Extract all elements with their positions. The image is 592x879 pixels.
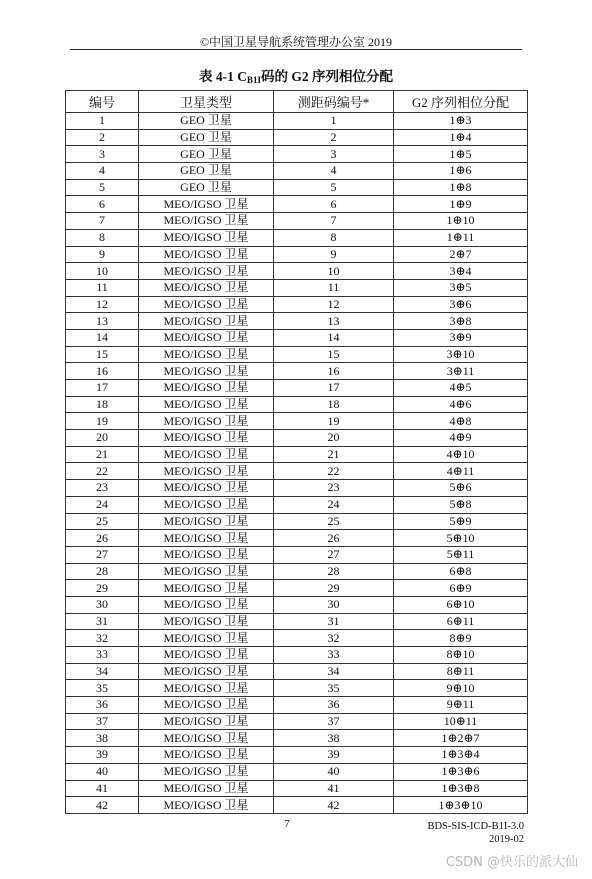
cell-g2-phase: 3⊕9 [394, 329, 528, 346]
cell-satellite-type: MEO/IGSO 卫星 [139, 229, 274, 246]
cell-number: 10 [66, 263, 139, 280]
cell-number: 15 [66, 346, 139, 363]
header-number: 编号 [66, 91, 139, 113]
cell-g2-phase: 4⊕10 [394, 446, 528, 463]
cell-g2-phase: 5⊕9 [394, 513, 528, 530]
cell-satellite-type: MEO/IGSO 卫星 [139, 346, 274, 363]
cell-ranging-code: 5 [274, 179, 394, 196]
cell-number: 29 [66, 580, 139, 597]
cell-ranging-code: 39 [274, 747, 394, 764]
cell-satellite-type: MEO/IGSO 卫星 [139, 246, 274, 263]
page-header: ©中国卫星导航系统管理办公室 2019 [199, 35, 393, 49]
cell-satellite-type: MEO/IGSO 卫星 [139, 580, 274, 597]
cell-ranging-code: 33 [274, 647, 394, 664]
cell-satellite-type: GEO 卫星 [139, 129, 274, 146]
table-row [66, 446, 528, 463]
cell-number: 9 [66, 246, 139, 263]
cell-g2-phase: 8⊕9 [394, 630, 528, 647]
cell-number: 30 [66, 596, 139, 613]
cell-satellite-type: MEO/IGSO 卫星 [139, 563, 274, 580]
cell-number: 4 [66, 163, 139, 180]
cell-g2-phase: 1⊕6 [394, 163, 528, 180]
cell-g2-phase: 5⊕10 [394, 530, 528, 547]
cell-g2-phase: 1⊕4 [394, 129, 528, 146]
cell-ranging-code: 14 [274, 329, 394, 346]
cell-ranging-code: 30 [274, 596, 394, 613]
cell-satellite-type: GEO 卫星 [139, 113, 274, 130]
cell-number: 13 [66, 313, 139, 330]
cell-ranging-code: 10 [274, 263, 394, 280]
cell-ranging-code: 29 [274, 580, 394, 597]
cell-g2-phase: 3⊕8 [394, 313, 528, 330]
cell-g2-phase: 5⊕6 [394, 480, 528, 497]
cell-ranging-code: 34 [274, 663, 394, 680]
caption-prefix: 表 4-1 C [198, 69, 247, 84]
cell-ranging-code: 31 [274, 613, 394, 630]
cell-number: 23 [66, 480, 139, 497]
cell-number: 12 [66, 296, 139, 313]
cell-g2-phase: 1⊕3⊕6 [394, 763, 528, 780]
doc-date: 2019-02 [489, 834, 524, 845]
cell-ranging-code: 20 [274, 430, 394, 447]
cell-number: 32 [66, 630, 139, 647]
cell-g2-phase: 1⊕3⊕10 [394, 797, 528, 814]
table-row [66, 730, 528, 747]
cell-satellite-type: MEO/IGSO 卫星 [139, 313, 274, 330]
cell-number: 34 [66, 663, 139, 680]
cell-number: 26 [66, 530, 139, 547]
cell-g2-phase: 3⊕4 [394, 263, 528, 280]
table-row [66, 296, 528, 313]
cell-ranging-code: 27 [274, 546, 394, 563]
cell-g2-phase: 4⊕11 [394, 463, 528, 480]
table-row [66, 430, 528, 447]
cell-ranging-code: 42 [274, 797, 394, 814]
cell-satellite-type: MEO/IGSO 卫星 [139, 530, 274, 547]
cell-g2-phase: 4⊕8 [394, 413, 528, 430]
cell-ranging-code: 41 [274, 780, 394, 797]
cell-ranging-code: 6 [274, 196, 394, 213]
cell-number: 3 [66, 146, 139, 163]
table-row [66, 680, 528, 697]
cell-satellite-type: MEO/IGSO 卫星 [139, 296, 274, 313]
table-row [66, 179, 528, 196]
table-row [66, 747, 528, 764]
cell-number: 28 [66, 563, 139, 580]
cell-number: 20 [66, 430, 139, 447]
cell-satellite-type: MEO/IGSO 卫星 [139, 647, 274, 664]
cell-g2-phase: 4⊕5 [394, 380, 528, 397]
caption-subscript: B1I [246, 75, 261, 85]
cell-satellite-type: MEO/IGSO 卫星 [139, 363, 274, 380]
cell-g2-phase: 3⊕6 [394, 296, 528, 313]
cell-satellite-type: MEO/IGSO 卫星 [139, 396, 274, 413]
cell-ranging-code: 12 [274, 296, 394, 313]
cell-ranging-code: 38 [274, 730, 394, 747]
table-row [66, 496, 528, 513]
cell-number: 8 [66, 229, 139, 246]
table-row [66, 630, 528, 647]
cell-satellite-type: MEO/IGSO 卫星 [139, 463, 274, 480]
cell-ranging-code: 19 [274, 413, 394, 430]
table-row [66, 546, 528, 563]
cell-satellite-type: MEO/IGSO 卫星 [139, 329, 274, 346]
caption-suffix: 码的 G2 序列相位分配 [261, 69, 394, 84]
header-ranging-code: 测距码编号* [274, 91, 394, 113]
cell-number: 33 [66, 647, 139, 664]
cell-number: 38 [66, 730, 139, 747]
cell-satellite-type: MEO/IGSO 卫星 [139, 663, 274, 680]
cell-satellite-type: MEO/IGSO 卫星 [139, 747, 274, 764]
cell-satellite-type: MEO/IGSO 卫星 [139, 613, 274, 630]
cell-g2-phase: 3⊕10 [394, 346, 528, 363]
cell-number: 19 [66, 413, 139, 430]
cell-number: 17 [66, 380, 139, 397]
cell-ranging-code: 16 [274, 363, 394, 380]
cell-number: 40 [66, 763, 139, 780]
cell-g2-phase: 1⊕3⊕4 [394, 747, 528, 764]
cell-ranging-code: 13 [274, 313, 394, 330]
cell-ranging-code: 21 [274, 446, 394, 463]
table-row [66, 246, 528, 263]
table-row [66, 196, 528, 213]
table-row [66, 596, 528, 613]
cell-g2-phase: 6⊕11 [394, 613, 528, 630]
cell-ranging-code: 23 [274, 480, 394, 497]
table-row [66, 313, 528, 330]
watermark: CSDN @快乐的派大仙 [445, 855, 578, 870]
table-row [66, 713, 528, 730]
cell-satellite-type: MEO/IGSO 卫星 [139, 713, 274, 730]
doc-info [414, 820, 524, 846]
cell-g2-phase: 6⊕9 [394, 580, 528, 597]
cell-satellite-type: MEO/IGSO 卫星 [139, 780, 274, 797]
cell-g2-phase: 8⊕11 [394, 663, 528, 680]
header-satellite-type: 卫星类型 [139, 91, 274, 113]
cell-satellite-type: GEO 卫星 [139, 146, 274, 163]
table-row [66, 163, 528, 180]
table-row [66, 346, 528, 363]
cell-satellite-type: MEO/IGSO 卫星 [139, 596, 274, 613]
cell-g2-phase: 9⊕10 [394, 680, 528, 697]
table-row [66, 463, 528, 480]
cell-number: 42 [66, 797, 139, 814]
cell-number: 1 [66, 113, 139, 130]
cell-ranging-code: 4 [274, 163, 394, 180]
cell-ranging-code: 36 [274, 697, 394, 714]
cell-g2-phase: 8⊕10 [394, 647, 528, 664]
cell-g2-phase: 1⊕10 [394, 213, 528, 230]
cell-satellite-type: MEO/IGSO 卫星 [139, 496, 274, 513]
table-row [66, 229, 528, 246]
cell-number: 6 [66, 196, 139, 213]
cell-number: 27 [66, 546, 139, 563]
cell-number: 41 [66, 780, 139, 797]
cell-satellite-type: MEO/IGSO 卫星 [139, 730, 274, 747]
cell-satellite-type: MEO/IGSO 卫星 [139, 430, 274, 447]
table-row [66, 380, 528, 397]
cell-satellite-type: MEO/IGSO 卫星 [139, 380, 274, 397]
cell-ranging-code: 37 [274, 713, 394, 730]
table-row [66, 530, 528, 547]
cell-number: 24 [66, 496, 139, 513]
cell-ranging-code: 15 [274, 346, 394, 363]
cell-satellite-type: MEO/IGSO 卫星 [139, 413, 274, 430]
cell-number: 36 [66, 697, 139, 714]
table-row [66, 146, 528, 163]
table-row [66, 663, 528, 680]
cell-g2-phase: 1⊕9 [394, 196, 528, 213]
cell-g2-phase: 10⊕11 [394, 713, 528, 730]
cell-number: 21 [66, 446, 139, 463]
cell-number: 18 [66, 396, 139, 413]
cell-satellite-type: MEO/IGSO 卫星 [139, 196, 274, 213]
cell-g2-phase: 4⊕6 [394, 396, 528, 413]
cell-satellite-type: MEO/IGSO 卫星 [139, 546, 274, 563]
cell-g2-phase: 1⊕11 [394, 229, 528, 246]
table-row [66, 129, 528, 146]
cell-ranging-code: 7 [274, 213, 394, 230]
table-row [66, 763, 528, 780]
cell-ranging-code: 25 [274, 513, 394, 530]
table-row [66, 647, 528, 664]
table-caption [0, 68, 592, 89]
cell-g2-phase: 5⊕8 [394, 496, 528, 513]
table-row [66, 113, 528, 130]
table-row [66, 613, 528, 630]
cell-number: 7 [66, 213, 139, 230]
cell-number: 11 [66, 279, 139, 296]
cell-g2-phase: 2⊕7 [394, 246, 528, 263]
page-number: 7 [284, 818, 290, 830]
header-g2-phase: G2 序列相位分配 [394, 91, 528, 113]
table-row [66, 396, 528, 413]
cell-g2-phase: 5⊕11 [394, 546, 528, 563]
table-row [66, 563, 528, 580]
cell-number: 14 [66, 329, 139, 346]
cell-number: 5 [66, 179, 139, 196]
table-row [66, 263, 528, 280]
cell-number: 2 [66, 129, 139, 146]
cell-g2-phase: 1⊕3 [394, 113, 528, 130]
cell-satellite-type: GEO 卫星 [139, 179, 274, 196]
table-row [66, 513, 528, 530]
cell-satellite-type: MEO/IGSO 卫星 [139, 763, 274, 780]
g2-phase-table [65, 90, 528, 814]
table-body [66, 113, 528, 814]
table-row [66, 363, 528, 380]
cell-number: 22 [66, 463, 139, 480]
cell-g2-phase: 1⊕5 [394, 146, 528, 163]
table-row [66, 413, 528, 430]
cell-ranging-code: 9 [274, 246, 394, 263]
table-row [66, 480, 528, 497]
cell-g2-phase: 4⊕9 [394, 430, 528, 447]
cell-g2-phase: 1⊕8 [394, 179, 528, 196]
table-row [66, 797, 528, 814]
cell-ranging-code: 35 [274, 680, 394, 697]
table-row [66, 279, 528, 296]
cell-number: 35 [66, 680, 139, 697]
cell-g2-phase: 9⊕11 [394, 697, 528, 714]
cell-number: 37 [66, 713, 139, 730]
cell-number: 25 [66, 513, 139, 530]
cell-satellite-type: MEO/IGSO 卫星 [139, 213, 274, 230]
cell-satellite-type: MEO/IGSO 卫星 [139, 263, 274, 280]
table-row [66, 780, 528, 797]
cell-ranging-code: 40 [274, 763, 394, 780]
cell-number: 31 [66, 613, 139, 630]
cell-ranging-code: 17 [274, 380, 394, 397]
cell-satellite-type: MEO/IGSO 卫星 [139, 680, 274, 697]
cell-ranging-code: 8 [274, 229, 394, 246]
cell-satellite-type: MEO/IGSO 卫星 [139, 697, 274, 714]
cell-g2-phase: 3⊕5 [394, 279, 528, 296]
cell-ranging-code: 3 [274, 146, 394, 163]
cell-number: 16 [66, 363, 139, 380]
cell-ranging-code: 2 [274, 129, 394, 146]
cell-g2-phase: 1⊕3⊕8 [394, 780, 528, 797]
cell-g2-phase: 6⊕8 [394, 563, 528, 580]
table-row [66, 697, 528, 714]
cell-satellite-type: MEO/IGSO 卫星 [139, 279, 274, 296]
table-row [66, 329, 528, 346]
cell-ranging-code: 18 [274, 396, 394, 413]
cell-satellite-type: MEO/IGSO 卫星 [139, 630, 274, 647]
cell-ranging-code: 28 [274, 563, 394, 580]
cell-ranging-code: 26 [274, 530, 394, 547]
cell-ranging-code: 1 [274, 113, 394, 130]
cell-g2-phase: 1⊕2⊕7 [394, 730, 528, 747]
cell-satellite-type: MEO/IGSO 卫星 [139, 446, 274, 463]
cell-ranging-code: 22 [274, 463, 394, 480]
cell-g2-phase: 6⊕10 [394, 596, 528, 613]
cell-satellite-type: GEO 卫星 [139, 163, 274, 180]
table-row [66, 580, 528, 597]
cell-satellite-type: MEO/IGSO 卫星 [139, 797, 274, 814]
cell-g2-phase: 3⊕11 [394, 363, 528, 380]
doc-id: BDS-SIS-ICD-B1I-3.0 [427, 821, 524, 832]
table-row [66, 213, 528, 230]
table-header-row [66, 91, 528, 113]
cell-ranging-code: 24 [274, 496, 394, 513]
header-divider [70, 49, 522, 50]
cell-number: 39 [66, 747, 139, 764]
cell-satellite-type: MEO/IGSO 卫星 [139, 480, 274, 497]
cell-satellite-type: MEO/IGSO 卫星 [139, 513, 274, 530]
cell-ranging-code: 32 [274, 630, 394, 647]
cell-ranging-code: 11 [274, 279, 394, 296]
